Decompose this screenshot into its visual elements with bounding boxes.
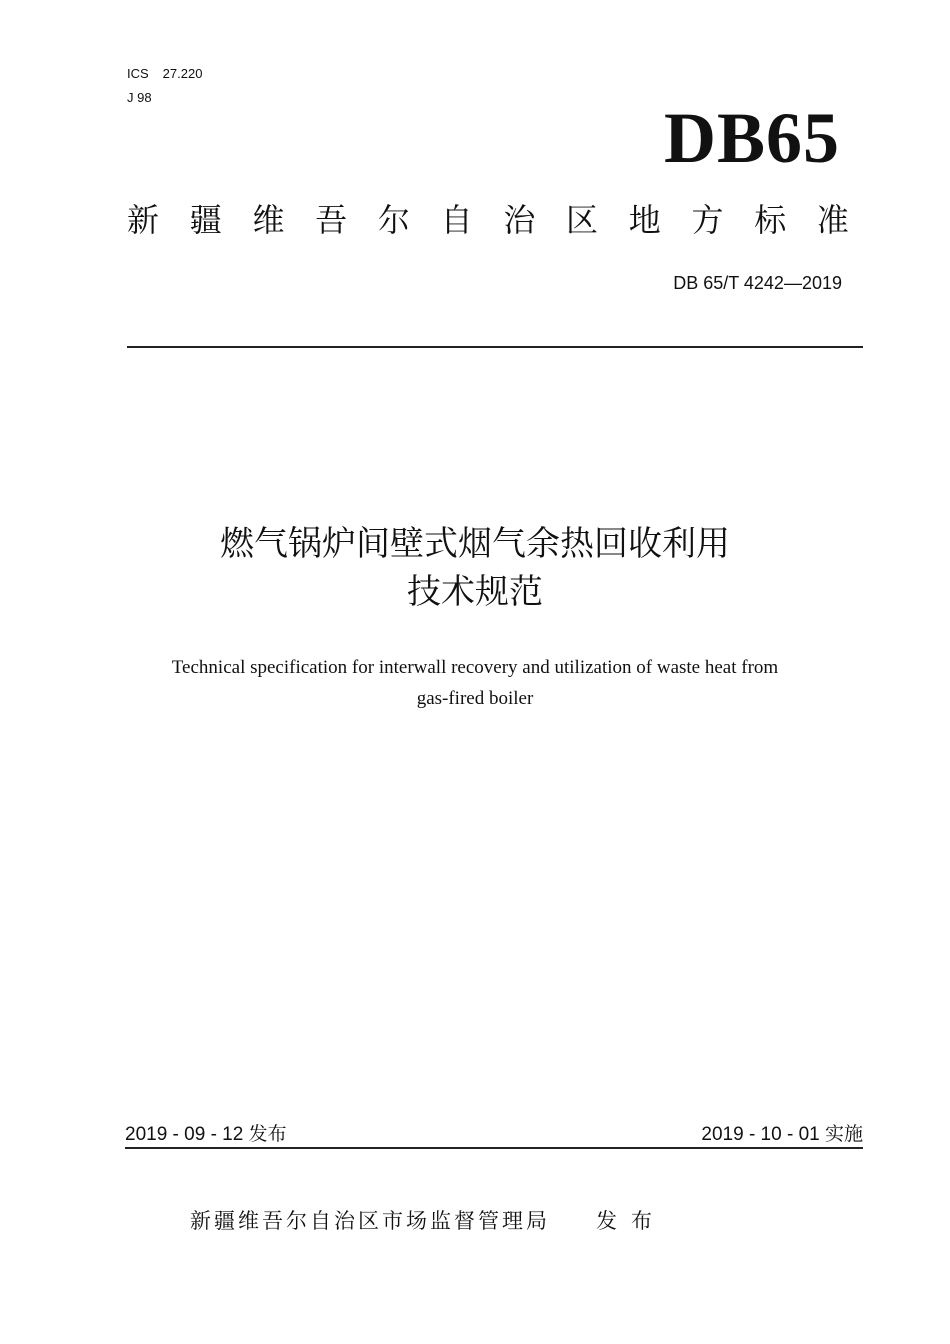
issuer-line — [190, 1206, 666, 1236]
standard-type-char: 疆 — [189, 201, 222, 239]
issuer-name: 新疆维吾尔自治区市场监督管理局 — [190, 1209, 550, 1233]
standard-type-char: 治 — [503, 201, 536, 239]
standard-type-char: 自 — [440, 201, 473, 239]
standard-type-char: 地 — [628, 201, 661, 239]
standard-type-char: 尔 — [377, 201, 410, 239]
implement-date: 2019 - 10 - 01 实施 — [701, 1124, 863, 1145]
english-title — [0, 652, 950, 714]
standard-type-char: 新 — [127, 201, 160, 239]
footer-divider — [125, 1147, 863, 1149]
english-title-line-2: gas-fired boiler — [416, 688, 534, 709]
header-divider — [127, 346, 863, 348]
standard-logo: DB65 — [663, 98, 840, 178]
ccs-code: J 98 — [127, 90, 152, 105]
standard-type-char: 维 — [252, 201, 285, 239]
standard-type-char: 方 — [691, 201, 724, 239]
chinese-title-line-1: 燃气锅炉间壁式烟气余热回收利用 — [220, 524, 730, 564]
english-title-line-1: Technical specification for interwall recovery and utilization of waste heat from — [171, 657, 779, 678]
publish-date: 2019 - 09 - 12 发布 — [125, 1124, 287, 1145]
ics-label: ICS — [127, 66, 149, 81]
standard-type — [127, 200, 849, 240]
standard-number: DB 65/T 4242—2019 — [673, 273, 842, 293]
standard-type-char: 吾 — [315, 201, 348, 239]
standard-type-char: 标 — [754, 201, 787, 239]
standard-type-char: 准 — [816, 201, 849, 239]
issuer-action: 发布 — [596, 1209, 666, 1233]
ics-code — [127, 66, 202, 82]
chinese-title-line-2: 技术规范 — [407, 572, 543, 612]
standard-type-char: 区 — [566, 201, 599, 239]
chinese-title — [0, 520, 950, 616]
ics-value: 27.220 — [162, 66, 203, 81]
